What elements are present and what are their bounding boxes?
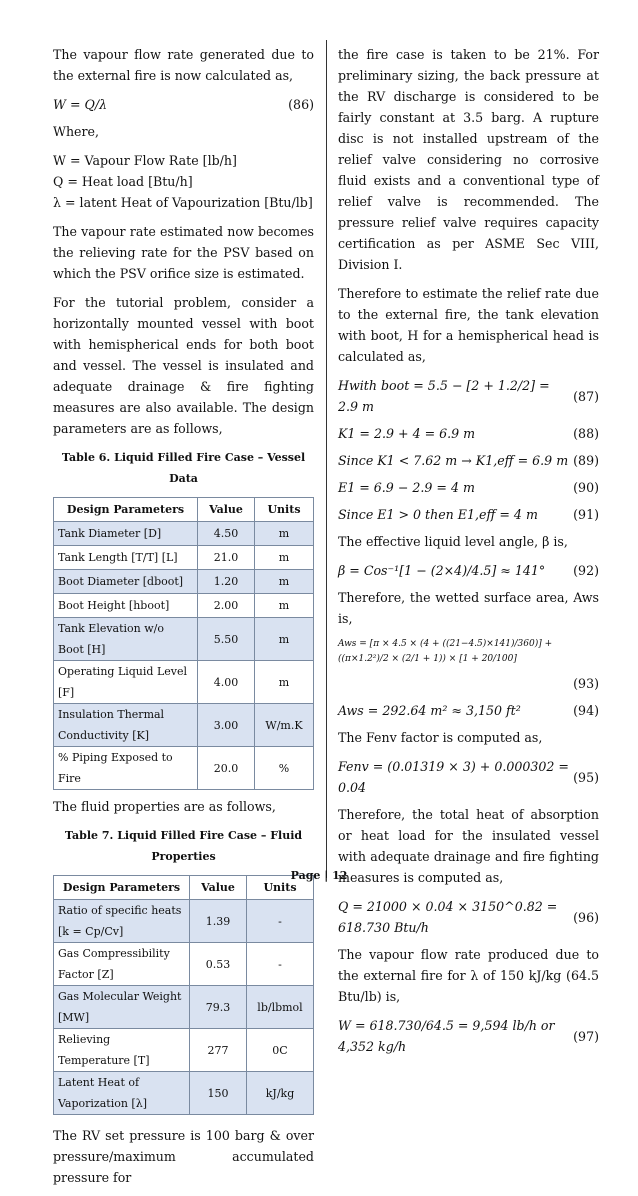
equation-92 [338,560,599,581]
cell-units: - [247,900,314,943]
intro-paragraph: The vapour flow rate generated due to the external fire is now calculated as, [53,47,314,83]
header-param: Design Parameters [54,876,190,900]
where-label: Where, [53,124,99,139]
cell-units: m [255,594,314,618]
table-row [54,661,314,704]
cell-value: 4.50 [198,522,255,546]
table6-vessel-data [53,497,314,790]
table6-caption: Table 6. Liquid Filled Fire Case – Vessel Data [61,451,306,485]
equation-number: (95) [573,769,599,785]
cell-param: Insulation Thermal Conductivity [K] [54,704,198,747]
equation-87 [338,375,599,417]
equation-97 [338,1015,599,1057]
paragraph-tank-elevation: Therefore to estimate the relief rate due to the external fire, the tank elevation with boot, H for a hemispherical head is calculated as, [338,286,599,364]
cell-param: Gas Compressibility Factor [Z] [54,943,190,986]
cell-param: Ratio of specific heats [k = Cp/Cv] [54,900,190,943]
cell-param: Tank Length [T/T] [L] [54,546,198,570]
equation-number: (86) [288,97,314,112]
equation-93 [338,673,599,694]
equation-number: (89) [573,453,599,468]
cell-units: lb/lbmol [247,986,314,1029]
table-row [54,1072,314,1115]
equation-number: (88) [573,426,599,441]
equation-text: K1 = 2.9 + 4 = 6.9 m [338,426,476,441]
paragraph-set-pressure: The RV set pressure is 100 barg & over pressure/maximum accumulated pressure for [53,1128,314,1185]
equation-text: Aws = 292.64 m² ≈ 3,150 ft² [338,703,521,718]
cell-units: m [255,546,314,570]
paragraph-tutorial: For the tutorial problem, consider a horizontally mounted vessel with boot with hemispherical ends for both boot and vessel. The vessel is insulated and adequate drainage & fire fighting measures are also available. The design parameters are as follows, [53,295,314,436]
equation-88 [338,423,599,444]
cell-units: - [247,943,314,986]
table-row [54,1029,314,1072]
cell-param: Tank Diameter [D] [54,522,198,546]
cell-units: % [255,747,314,790]
table7-fluid-properties [53,875,314,1115]
equation-number: (91) [573,507,599,522]
definition-w: W = Vapour Flow Rate [lb/h] [53,153,237,168]
equation-number: (90) [573,480,599,495]
header-units: Units [255,498,314,522]
table-row [54,900,314,943]
table-row [54,594,314,618]
equation-text: W = 618.730/64.5 = 9,594 lb/h or 4,352 kg/h [338,1018,555,1054]
equation-text: Q = 21000 × 0.04 × 3150^0.82 = 618.730 Btu/h [338,899,558,935]
equation-text: E1 = 6.9 − 2.9 = 4 m [338,480,475,495]
column-divider [326,40,327,878]
cell-param: Relieving Temperature [T] [54,1029,190,1072]
equation-number: (96) [573,909,599,925]
equation-text: Since E1 > 0 then E1,eff = 4 m [338,507,538,522]
cell-units: kJ/kg [247,1072,314,1115]
cell-value: 277 [190,1029,247,1072]
table-row [54,546,314,570]
header-value: Value [198,498,255,522]
equation-number: (87) [573,388,599,404]
equation-90 [338,477,599,498]
cell-value: 2.00 [198,594,255,618]
equation-number: (94) [573,703,599,718]
definition-q: Q = Heat load [Btu/h] [53,174,193,189]
cell-value: 150 [190,1072,247,1115]
definition-lambda: λ = latent Heat of Vapourization [Btu/lb] [53,195,313,210]
page-number: Page | 12 [290,869,348,882]
equation-96 [338,896,599,938]
paragraph-beta: The effective liquid level angle, β is, [338,534,568,549]
cell-value: 1.39 [190,900,247,943]
cell-param: Tank Elevation w/o Boot [H] [54,618,198,661]
cell-units: m [255,570,314,594]
equation-text: Since K1 < 7.62 m → K1,eff = 6.9 m [338,453,569,468]
cell-param: Gas Molecular Weight [MW] [54,986,190,1029]
equation-text: W = Q/λ [53,97,108,112]
right-column [338,44,599,1063]
equation-number: (93) [573,676,599,691]
paragraph-vapour-flow: The vapour flow rate produced due to the external fire for λ of 150 kJ/kg (64.5 Btu/lb) is, [338,947,599,1004]
left-column [53,44,314,1196]
equation-89 [338,450,599,471]
paragraph-fenv: The Fenv factor is computed as, [338,730,543,745]
equation-number: (97) [573,1028,599,1044]
cell-param: Boot Diameter [dboot] [54,570,198,594]
equation-text: Hwith boot = 5.5 − [2 + 1.2/2] = 2.9 m [338,378,550,414]
equation-91 [338,504,599,525]
header-param: Design Parameters [54,498,198,522]
equation-86 [53,94,314,115]
table-row [54,986,314,1029]
cell-value: 21.0 [198,546,255,570]
paragraph-relieving-rate: The vapour rate estimated now becomes the relieving rate for the PSV based on which the PSV orifice size is estimated. [53,224,314,281]
equation-number: (92) [573,563,599,578]
equation-text: β = Cos⁻¹[1 − (2×4)/4.5] ≈ 141° [338,563,546,578]
cell-units: m [255,522,314,546]
paragraph-heat-load: Therefore, the total heat of absorption or heat load for the insulated vessel with adequate drainage and fire fighting measures is computed as, [338,807,599,885]
cell-units: m [255,661,314,704]
paragraph-fluid-props: The fluid properties are as follows, [53,799,276,814]
cell-units: m [255,618,314,661]
header-units: Units [247,876,314,900]
cell-param: % Piping Exposed to Fire [54,747,198,790]
cell-value: 5.50 [198,618,255,661]
cell-value: 0.53 [190,943,247,986]
cell-param: Latent Heat of Vaporization [λ] [54,1072,190,1115]
table-row [54,747,314,790]
table-row [54,522,314,546]
cell-value: 79.3 [190,986,247,1029]
equation-95 [338,756,599,798]
cell-value: 1.20 [198,570,255,594]
equation-94 [338,700,599,721]
table-row [54,570,314,594]
cell-units: 0C [247,1029,314,1072]
table-row [54,618,314,661]
cell-units: W/m.K [255,704,314,747]
table-row [54,943,314,986]
cell-param: Operating Liquid Level [F] [54,661,198,704]
paragraph-fire-case: the fire case is taken to be 21%. For preliminary sizing, the back pressure at the RV discharge is considered to be fairly constant at 3.5 barg. A rupture disc is not installed upstream of the relief valve considering no corrosive fluid exists and a conventional type of relief valve is recommended. The pressure relief valve requires capacity certification as per ASME Sec VIII, Division I. [338,47,599,272]
equation-text: Fenv = (0.01319 × 3) + 0.000302 = 0.04 [338,759,569,795]
cell-value: 4.00 [198,661,255,704]
table7-caption: Table 7. Liquid Filled Fire Case – Fluid Properties [64,829,303,863]
table-row [54,704,314,747]
cell-param: Boot Height [hboot] [54,594,198,618]
header-value: Value [190,876,247,900]
cell-value: 3.00 [198,704,255,747]
cell-value: 20.0 [198,747,255,790]
paragraph-wetted-area: Therefore, the wetted surface area, Aws is, [338,590,599,626]
equation-93-text: Aws = [π × 4.5 × (4 + ((21−4.5)×141)/360)] + ((π×1.2²)/2 × (2/1 + 1)) × [1 + 20/100] [338,639,553,664]
